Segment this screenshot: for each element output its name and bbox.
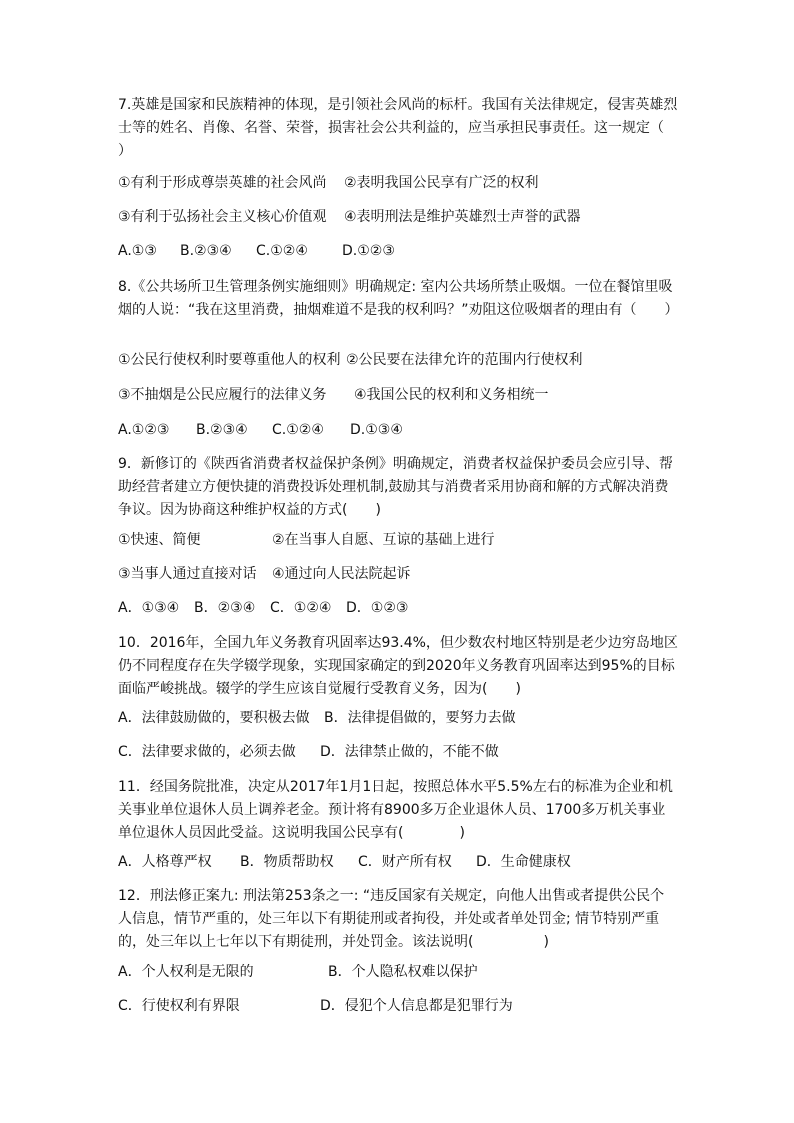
question-9-statement-4: ④通过向人民法院起诉: [272, 566, 411, 582]
question-7-statement-2: ②表明我国公民享有广泛的权利: [344, 175, 539, 191]
question-8-statement-4: ④我国公民的权利和义务相统一: [354, 387, 549, 403]
question-9-statement-2: ②在当事人自愿、互谅的基础上进行: [272, 532, 495, 548]
question-7-stem: 7.英雄是国家和民族精神的体现，是引领社会风尚的标杆。我国有关法律规定，侵害英雄烈士等的姓名、肖像、名誉、荣誉，损害社会公共利益的，应当承担民事责任。这一规定（ ）: [118, 97, 692, 159]
question-9-option-d: D．①②③: [346, 600, 409, 616]
question-12-stem: 12．刑法修正案九: 刑法第253条之一: “违反国家有关规定，向他人出售或者提供公民个人信息，情节严重的，处三年以下有期徒刑或者拘役，并处或者单处罚金; 情节特别严重的，处三年以上七年以下有期徒刑，并处罚金。该法说明( ): [118, 888, 665, 950]
question-8-option-c: C.①②④: [272, 422, 324, 438]
question-11-option-d: D．生命健康权: [476, 854, 571, 870]
question-10: [118, 632, 678, 701]
question-8-statement-2: ②公民要在法律允许的范围内行使权利: [346, 352, 583, 368]
question-10-option-d: D．法律禁止做的，不能不做: [320, 744, 499, 760]
question-7: [118, 94, 692, 163]
question-7-statement-3: ③有利于弘扬社会主义核心价值观: [118, 209, 327, 225]
question-8-option-a: A.①②③: [118, 422, 170, 438]
question-9-option-c: C．①②④: [270, 600, 332, 616]
question-8-option-b: B.②③④: [196, 422, 248, 438]
question-8: [118, 276, 678, 322]
question-7-statement-4: ④表明刑法是维护英雄烈士声誉的武器: [344, 209, 581, 225]
question-7-option-b: B.②③④: [180, 243, 232, 259]
question-8-stem: 8.《公共场所卫生管理条例实施细则》明确规定: 室内公共场所禁止吸烟。一位在餐馆里吸烟的人说：“我在这里消费，抽烟难道不是我的权利吗？”劝阻这位吸烟者的理由有（ ）: [118, 279, 679, 318]
question-10-option-a: A．法律鼓励做的，要积极去做: [118, 710, 310, 726]
question-12-option-d: D．侵犯个人信息都是犯罪行为: [320, 998, 513, 1014]
question-9: [118, 453, 678, 522]
question-9-statement-3: ③当事人通过直接对话: [118, 566, 257, 582]
question-11-option-a: A．人格尊严权: [118, 854, 212, 870]
question-7-option-d: D.①②③: [342, 243, 395, 259]
question-9-stem: 9．新修订的《陕西省消费者权益保护条例》明确规定，消费者权益保护委员会应引导、帮助经营者建立方便快捷的消费投诉处理机制,鼓励其与消费者采用协商和解的方式解决消费争议。因为协商这种维护权益的方式( ): [118, 456, 673, 518]
question-9-statement-1: ①快速、简便: [118, 532, 201, 548]
question-11-option-c: C．财产所有权: [358, 854, 452, 870]
question-8-option-d: D.①③④: [350, 422, 403, 438]
question-8-statement-3: ③不抽烟是公民应履行的法律义务: [118, 387, 327, 403]
question-10-stem: 10．2016年，全国九年义务教育巩固率达93.4%，但少数农村地区特别是老少边穷岛地区仍不同程度存在失学辍学现象，实现国家确定的到2020年义务教育巩固率达到95%的目标面临严峻挑战。辍学的学生应该自觉履行受教育义务，因为( ): [118, 635, 678, 697]
question-11-stem: 11．经国务院批准，决定从2017年1月1日起，按照总体水平5.5%左右的标准为企业和机关事业单位退休人员上调养老金。预计将有8900多万企业退休人员、1700多万机关事业单位退休人员因此受益。这说明我国公民享有( ): [118, 779, 673, 841]
question-10-option-b: B．法律提倡做的，要努力去做: [324, 710, 516, 726]
question-12-option-b: B．个人隐私权难以保护: [328, 964, 478, 980]
question-7-option-a: A.①③: [118, 243, 157, 259]
question-12: [118, 885, 678, 954]
question-8-statement-1: ①公民行使权利时要尊重他人的权利: [118, 352, 341, 368]
question-7-statement-1: ①有利于形成尊崇英雄的社会风尚: [118, 175, 327, 191]
question-9-option-a: A．①③④: [118, 600, 180, 616]
question-12-option-a: A．个人权利是无限的: [118, 964, 254, 980]
question-7-option-c: C.①②④: [256, 243, 308, 259]
question-12-option-c: C．行使权利有界限: [118, 998, 240, 1014]
question-11-option-b: B．物质帮助权: [240, 854, 334, 870]
question-11: [118, 776, 678, 845]
question-10-option-c: C．法律要求做的，必须去做: [118, 744, 296, 760]
question-9-option-b: B．②③④: [194, 600, 256, 616]
